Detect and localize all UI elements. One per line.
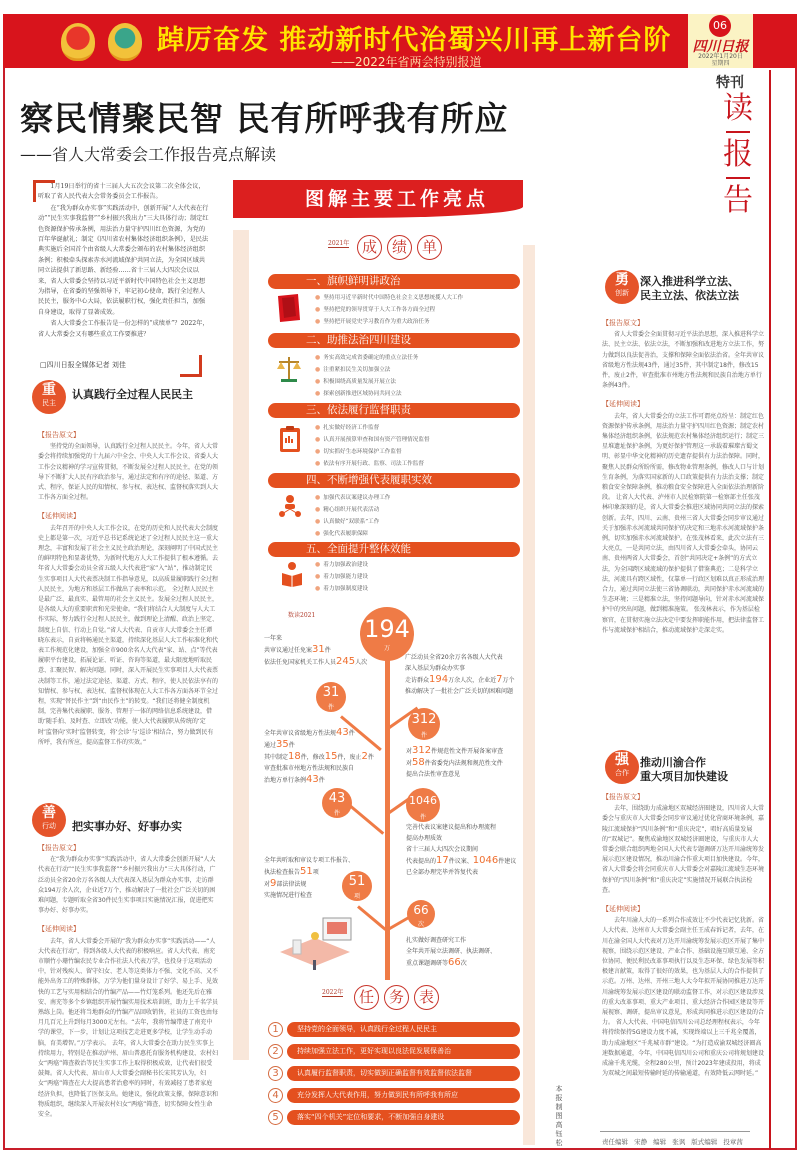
report-label: 【报告原文】 — [602, 319, 644, 327]
national-emblem-icon — [61, 23, 95, 61]
text-line: 次 — [460, 960, 467, 967]
achievement-group-title: 三、依法履行监督职责 — [268, 403, 520, 418]
title-line: 重大项目加快建设 — [640, 770, 728, 783]
year-tag: 2021年 — [328, 240, 350, 247]
byline: □四川日报全媒体记者 刘佳 — [40, 361, 126, 369]
section-body — [602, 792, 764, 1122]
section-seal — [605, 750, 639, 784]
figure-text-review — [406, 745, 503, 780]
seal-sub: 创新 — [615, 289, 629, 297]
banner — [3, 14, 797, 68]
achievement-items — [315, 559, 368, 595]
figure-node — [408, 708, 440, 740]
reader-icon — [280, 561, 304, 587]
achievements-title — [357, 235, 442, 260]
task-item — [268, 1022, 520, 1038]
vertical-section-title — [718, 90, 758, 220]
section-title: 认真践行全过程人民民主 — [72, 388, 193, 401]
text-line: 件省委党内法规和规范性文件 — [424, 760, 503, 767]
achievement-item: ● 注重紧扣民生关切加强立法 — [315, 364, 418, 376]
seal-sub: 行动 — [42, 822, 56, 830]
achievement-item: ● 认真做好“双联系”工作 — [315, 516, 390, 528]
report-text: 在“我为群众办实事”实践活动中，省人大常委会创新开展“人大代表在行动”“民生实事我监督”“乡村振兴我出力”三大具体行动，广泛动员全省20余万名各级人大代表深入基层为群众办实事，走访群众194万余人次，企业近7万个，推动解决了一批社会广泛关切的困难问题，专题听取全省30件民生实事项目实施情况汇报，促进把实事办好、好事办实。 — [38, 856, 216, 915]
tasks-title — [354, 985, 439, 1010]
intro-paragraph: 在“我为群众办实事”实践活动中，创新开展“人大代表在行动”“民生实事我监督”“乡村振兴我出力”三大具体行动；制定红色资源保护传承条例，用法治力量守护四川红色资源，为党的百年华诞献礼；制定《四川省农村集体经济组织条例》，是民法典实施后全国首个由省级人大常委会颁布的农村集体经济组织条例；积极牵头探索赤水河流域保护共同立法，为全国区域共同立法提供了新思路、新经验……省十三届人大四次会议以来，省人大常委会坚持以习近平新时代中国特色社会主义思想为指导，在省委的坚强领导下，牢记初心使命，践行全过程人民民主，服务中心大局，依法履职行权，强化责任担当，加强自身建设，取得了显著成效。 — [38, 204, 209, 316]
vertical-char: 告 — [723, 183, 753, 218]
red-flag-icon — [276, 292, 302, 324]
title-char: 务 — [384, 985, 409, 1010]
extend-label: 【延伸阅读】 — [602, 905, 644, 914]
text-line: 走访群众 — [405, 677, 430, 684]
highlight-number: 51 — [300, 866, 313, 877]
infographic-title: 图解主要工作亮点 — [305, 188, 490, 210]
extend-label: 【延伸阅读】 — [38, 512, 80, 521]
achievement-item: ● 积极围绕高质量发展开展立法 — [315, 376, 418, 388]
task-number: 5 — [268, 1110, 283, 1125]
report-label: 【报告原文】 — [38, 844, 80, 852]
figure-value: 1046 — [409, 794, 437, 807]
title-char: 成 — [357, 235, 382, 260]
figure-node — [316, 682, 346, 712]
achievement-group-title: 五、全面提升整体效能 — [268, 542, 520, 557]
figure-unit: 万 — [383, 645, 390, 652]
text-line: 重点课题调研等 — [406, 960, 449, 967]
extend-text: 去年川渝人大的一系列合作成效让不少代表记忆犹新。省人大代表、达州市人大常委会副主任王成春诉记者，去年，在川在渝全国人大代表对万达开川渝统筹发展示范区开展了集中视察，围绕示范区建设、产业合作、基础设施互联互通、全方位协同、便民利民改革事项执行以及生态环保、绿色发展等积极建言献策，取得了很好的效果，也为基层人大的合作提供了示范。万州、达州、开州三地人大今年拟开展协同推进万达开川渝统筹发展示范区建设的联动监督工作，对示范区建设涉及的重大改革事项、重大产业项目、重大经济合作园区建设等开展视察、调研，提出审议意见，形成共同推进示范区建设的合力。 省人大代表、中国电信四川公司总经理程权表示，今年将持续保持5G建设力度不减，实现终端以上三千兆全覆盖，助力成渝地区“千兆城市群”建设。“为打造成渝双城经济圈高速数据通道，今年，中国电信四川公司和重庆公司将规划建设成渝千兆光缆，全程280公里，预计2023年建成投用，将成为双城之间最短传输时延的传输通道，有效降低云网时延。” — [602, 917, 764, 1078]
page-headline: 察民情聚民智 民有所呼我有所应 — [20, 99, 509, 138]
text-line: 已全部办理完毕并答复代表 — [406, 869, 479, 876]
clipboard-chart-icon — [279, 425, 301, 453]
task-text: 持续加强立法工作，更好实现以良法促发展保善治 — [287, 1044, 520, 1059]
figure-unit: 件 — [419, 814, 426, 821]
achievement-items — [315, 492, 390, 540]
figure-unit: 项 — [353, 893, 360, 900]
figure-value: 31 — [322, 685, 340, 700]
figure-unit: 次 — [417, 921, 424, 928]
text-line: 其中制定 — [264, 754, 289, 761]
section-seal — [32, 803, 66, 837]
achievement-group-title: 一、旗帜鲜明讲政治 — [268, 274, 520, 289]
highlight-number: 194 — [429, 674, 449, 685]
text-line: 件，废止 — [337, 754, 362, 761]
text-line: 万个 — [502, 677, 515, 684]
banner-subtitle: ——2022年省两会特别报道 — [331, 55, 482, 69]
figure-unit: 件 — [327, 704, 334, 711]
achievement-item: ● 依法有序开展行政、监察、司法工作监督 — [315, 458, 430, 470]
text-line: 万余人次，企业近 — [448, 677, 497, 684]
figure-text-legislation — [264, 727, 374, 786]
achievement-item: ● 认真开展预算审查和国有资产管理情况监督 — [315, 434, 430, 446]
figure-text-research — [406, 935, 496, 969]
highlight-number: 1046 — [472, 855, 499, 866]
section-seal — [605, 270, 639, 304]
task-number: 1 — [268, 1022, 283, 1037]
text-line: 对 — [264, 881, 271, 888]
text-line: 全年共开展立法调研、执法调研、 — [406, 948, 497, 955]
text-line: 完善代表议案建议提出和办理流程 — [406, 824, 497, 831]
text-line: 部法律法规 — [276, 881, 307, 888]
task-number: 4 — [268, 1088, 283, 1103]
text-line: 件 — [348, 730, 355, 737]
title-char: 任 — [354, 985, 379, 1010]
text-line: 审查批准市州地方性法规和民族自 — [264, 765, 355, 772]
task-item — [268, 1044, 520, 1060]
text-line: 件建议 — [498, 858, 517, 865]
text-line: 人次 — [355, 659, 368, 666]
figure-unit: 件 — [420, 732, 427, 739]
task-text: 充分发挥人大代表作用，努力做到民有所呼我有所应 — [287, 1088, 520, 1103]
text-line: 对 — [406, 748, 413, 755]
article-intro — [30, 182, 210, 341]
title-line: 民主立法、依法立法 — [640, 289, 739, 302]
figure-unit: 件 — [333, 810, 340, 817]
figure-node — [322, 788, 352, 818]
figures-label: 数读2021 — [288, 612, 316, 619]
achievement-item: ● 加强代表议案建议办理工作 — [315, 492, 390, 504]
special-label: 特刊 — [716, 75, 744, 91]
achievement-item: ● 务实高效完成省委确定的重点立法任务 — [315, 352, 418, 364]
highlight-number: 245 — [336, 656, 356, 667]
figure-node — [406, 788, 440, 822]
achievement-items — [315, 292, 463, 328]
people-network-icon — [277, 494, 303, 520]
year-tag: 2022年 — [322, 989, 344, 996]
section-seal — [32, 380, 66, 414]
highlight-number: 9 — [270, 878, 277, 889]
text-line: 项 — [312, 869, 319, 876]
seal-sub: 合作 — [615, 769, 629, 777]
banner-title: 踔厉奋发 推动新时代治蜀兴川再上新台阶 — [157, 25, 672, 56]
task-item — [268, 1066, 520, 1082]
report-text: 省人大常委会全面贯彻习近平法治思想，深入推进科学立法、民主立法、依法立法，不断加强和改进地方立法工作，努力做到以良法促善治，支撑和保障全面依法治省。全年共审议省级地方性法规43件，通过35件，其中制定18件，修改15件，废止2件，审查批准市州地方性法规和民族自治地方单行条例43件。 — [602, 331, 764, 390]
achievement-item: ● 坚持把开展党史学习教育作为重大政治任务 — [315, 316, 463, 328]
highlight-number: 312 — [412, 745, 432, 756]
masthead — [688, 14, 753, 68]
figure-text-inspections — [264, 855, 354, 901]
text-line: 共审议通过任免案 — [264, 647, 313, 654]
text-line: 件 — [318, 777, 325, 784]
figure-text-proposals — [406, 822, 516, 878]
vertical-char: 读 — [723, 91, 753, 126]
text-line: 件 — [324, 647, 331, 654]
text-line: 深入基层为群众办实事 — [405, 665, 466, 672]
section-title — [640, 756, 728, 784]
extend-text: 去年召开的中央人大工作会议，在党的历史和人民代表大会制度史上都是第一次，习近平总书记系统论述了全过程人民民主这一重大理念，丰富和发展了社会主义民主政治理论，深刻阐明了中国式民主的鲜明特色和显著优势，为新时代地方人大工作提供了根本遵循。去年省人大常委会动员全省五级人大代表进“家”入“站”，推动制定民生实事项目人大代表票决制工作指导意见，以高质量履职践行全过程人民民主，为地方和基层工作做出了表率和示范。 全过程人民民主是最广泛、最真实、最管用的社会主义民主。发展全过程人民民主，是各级人大的重要职责和光荣使命。“我们将结合人大制度与人大工作实际，努力践行全过程人民民主，做到理论上清醒、政治上坚定、制度上自信、行动上自觉。”省人大代表、自贡市人大常委会主任谭晓东表示，自贡将畅通民主渠道，持续深化基层人大工作标准化和代表工作规范化建设，加强全市900余名人大代表“家、站、点”等代表履职平台建设，拓展论证、听证、咨询等渠道，最大限度地听取民意、汇聚民智、解决问题。同时，深入开展民生实事项目人大代表票决制等工作，通过法定途径、渠道、方式、程序，使人民依法享有的知情权、参与权、表达权、监督权体现在人大工作各方面各环节全过程，实现“替民作主”到“由民作主”的转变。“我们还将健全制度机制，完善集代表履职、服务、管理于一体的网络信息系统建设，借助‘随手拍、及时查、立即改’功能，使人大代表履职从传统的‘定时’监督向‘实时’监督转变，将‘会诊’与‘巡诊’相结合，努力做到民有所呼，我有所应，提高监督工作的实效。” — [38, 524, 218, 746]
seal-char: 重 — [42, 382, 56, 398]
title-char: 表 — [414, 985, 439, 1010]
editor-credits: 责任编辑 宋静 编辑 张讽 版式编辑 投章茜 — [602, 1138, 743, 1146]
task-item — [268, 1110, 520, 1126]
seal-char: 善 — [42, 805, 56, 821]
report-label: 【报告原文】 — [38, 431, 80, 439]
text-line: 提出合法性审查意见 — [406, 771, 461, 778]
report-label: 【报告原文】 — [602, 793, 644, 801]
report-text: 去年，围绕助力成渝地区双城经济圈建设，四川省人大常委会与重庆市人大常委会同步审议通过优化营商环境条例，嘉陵江流域保护“四川条例”和“重庆决定”，唱好高质量发展的“双城记”。聚焦成渝地区双城经济圈建设，与重庆市人大常委会联合组织两地全国人大代表专题调研万达开川渝统筹发展示范区建设情况，推动川渝合作重大项目加快建设。今年，省人大常委会将会同重庆市人大常委会对嘉陵江流域生态环境保护的“四川条例”和“重庆决定”实施情况开展联合执法检查。 — [602, 805, 764, 894]
scales-icon — [276, 355, 302, 383]
figure-text-mobilize — [405, 652, 525, 697]
section-body — [38, 843, 218, 1143]
figure-node — [407, 900, 435, 928]
text-line: 全年共审议省级地方性法规 — [264, 730, 337, 737]
achievement-items — [315, 422, 430, 470]
vertical-char: 报 — [723, 137, 753, 172]
paper-name: 四川日报 — [692, 39, 749, 55]
highlight-number: 66 — [448, 957, 461, 968]
extend-label: 【延伸阅读】 — [602, 400, 644, 409]
intro-paragraph: 省人大常委会工作报告是一份怎样的“成绩单”？2022年，省人大常委会又有哪些重点工作要推进？ — [38, 320, 209, 338]
text-line: 代表提出的 — [406, 858, 437, 865]
text-line: 提高办理质效 — [406, 835, 443, 842]
text-line: 全年共听取和审议专项工作报告、 — [264, 857, 355, 864]
text-line: 件 — [288, 742, 295, 749]
highlight-number: 18 — [288, 751, 301, 762]
achievement-items — [315, 352, 418, 400]
task-number: 2 — [268, 1044, 283, 1059]
text-line: 省十三届人大四次会议期间 — [406, 846, 479, 853]
title-line: 推动川渝合作 — [640, 756, 706, 769]
achievement-item: ● 强化代表履职保障 — [315, 528, 390, 540]
infographic-side-band — [233, 230, 249, 1060]
text-line: 扎实做好调查研究工作 — [406, 937, 467, 944]
highlight-number: 7 — [496, 674, 503, 685]
achievement-item: ● 着力加强能力建设 — [315, 571, 368, 583]
issue-date — [688, 53, 753, 67]
section-body — [38, 430, 218, 775]
task-item — [268, 1088, 520, 1104]
text-line: 一年来 — [264, 635, 283, 642]
task-text: 认真履行监督职责，切实做到正确监督有效监督依法监督 — [287, 1066, 520, 1081]
intro-paragraph: 1月19日举行的省十三届人大五次会议第二次全体会议，听取了省人民代表大会常务委员会工作报告。 — [38, 183, 205, 201]
graphic-credit: 本报制图高钰松 — [555, 1085, 563, 1147]
section-body — [602, 318, 764, 748]
figure-value: 51 — [348, 874, 366, 889]
extend-text: 去年，省人大常委会的立法工作可谓亮点纷呈：制定红色资源保护传承条例，用法治力量守护四川红色资源；制定农村集体经济组织条例，依法规范农村集体经济组织运行；制定三星堆遗址保护条例，为更好保护管理这一承载着璀璨古蜀文明、彰显中华文化精神的历史遗存提供有力法治保障。同时，聚焦人民群众所盼所需，修改物业管理条例，修改人口与计划生育条例，为落实国家新的人口政策提供有力法治支撑；制定粮食安全保障条例，推动粮食安全保障进入全面依法治理新阶段。 让省人大代表、泸州市人民检察院第一检察部主任张茂林印象深刻的是，省人大常委会推进区域协同共同立法的探索创新。去年，四川、云南、贵州三省人大常委会同步审议通过关于加强赤水河流域共同保护的决定和三地赤水河流域保护条例，切实加强赤水河流域保护。在张茂林看来，此次立法有三大亮点，一是共同立法，由四川省人大常委会牵头，协同云南、贵州两省人大常委会，首创“共同决定+条例”的方式立法，为全国跨区域流域的保护提供了借鉴典范；二是科学立法，河流具有跨区域性，仅靠单一行政区划难以真正形成治理合力，通过共同立法使三省协调联动，共同保护赤水河流域的生态环境；三是精准立法，坚持问题导向，针对赤水河流域保护中的突出问题，做到精准施策。 张茂林表示，作为基层检察官，在贯彻实施立法决定中要发挥职能作用，把法律监督工作与流域保护相结合，推动流域保护走深走实。 — [602, 412, 764, 634]
text-line: 治地方单行条例 — [264, 777, 307, 784]
seal-sub: 民主 — [42, 399, 56, 407]
text-line: 通过 — [264, 742, 277, 749]
achievement-item: ● 着力加强政治建设 — [315, 559, 368, 571]
achievement-item: ● 切实抓好生态环境保护工作监督 — [315, 446, 430, 458]
text-line: 件，修改 — [300, 754, 325, 761]
report-text: 坚持党的全面领导，认真践行全过程人民民主。今年，省人大常委会将持续加强党的十九届六中全会、中央人大工作会议、省委人大工作会议精神的学习宣传贯彻，不断发展全过程人民民主，在党的领导下不断扩大人民有序政治参与，通过法定和有序的途径、渠道、方式、程序，保证人民的知情权、参与权、表达权、监督权落实到人大工作各方面全过程。 — [38, 443, 218, 502]
extend-text: 去年，省人大常委会开展的“我为群众办实事”实践活动——“人大代表在行动”，得到各级人大代表的积极响应。省人大代表、南充市顺竹小珊竹编农民专业合作社法人代表万学，也投身于这项活动中，针对残疾人、留守妇女、老人等这类体力不强、文化不高、又不能外出务工的特殊群体，万学为他们量身设计了好学、易上手、见效快的工艺与实用相结合的竹编产品——竹灯笼系列。他还先后在雅安、南充等多个乡镇组织开展竹编实用技术培训班，助力上千名学员熟练上岗。他还将当地群众的竹编产品回收销售，社员的工资也由每月几百元上升到每月3000元左右。“去年，我将竹编带进了南充中学的课堂，下一步，计划让这项技艺走进更多学校，让学生动手动脑，育美增智。”万学表示。 去年，省人大常委会在助力民生实事上持续用力，特别是在推动泸州、眉山普惠托育服务机构建设、农村妇女“两癌”筛查救治等民生实事工作上取得积极成效，让代表们很受鼓舞。省人大代表、眉山市人大常委会副秘书长宋其芳认为，妇女“两癌”筛查在大大提高患者治愈率的同时，有效减轻了患者家庭经济负担，也降低了医保支出。她建议，强化政策支撑，保障意识和物质组织，继续深入开展农村妇女“两癌”筛查，切实保障女性生命安全。 — [38, 937, 218, 1119]
cppcc-emblem-icon — [108, 23, 142, 61]
highlight-number: 43 — [336, 727, 349, 738]
highlight-number: 43 — [306, 774, 319, 785]
achievement-group-title: 四、不断增强代表履职实效 — [268, 473, 520, 488]
figure-value: 194 — [364, 615, 410, 643]
title-line: 深入推进科学立法、 — [640, 275, 739, 288]
text-line: 件 — [367, 754, 374, 761]
achievement-item: ● 坚持用习近平新时代中国特色社会主义思想统揽人大工作 — [315, 292, 463, 304]
footer-divider — [600, 1131, 750, 1132]
figure-value: 66 — [413, 903, 429, 917]
date-text: 2022年1月20日 — [698, 53, 743, 60]
weekday-text: 星期四 — [711, 60, 730, 67]
achievement-item: ● 扎实做好经济工作监督 — [315, 422, 430, 434]
text-line: 执法检查报告 — [264, 869, 301, 876]
text-line: 实施情况进行检查 — [264, 892, 313, 899]
figure-value: 312 — [411, 712, 437, 727]
highlight-number: 2 — [361, 751, 368, 762]
seal-char: 强 — [615, 752, 629, 768]
text-line: 依法任免国家机关工作人员 — [264, 659, 337, 666]
right-divider — [769, 70, 771, 1150]
achievement-item: ● 着力加强制度建设 — [315, 583, 368, 595]
achievement-group-title: 二、助推法治四川建设 — [268, 333, 520, 348]
text-line: 对 — [406, 760, 413, 767]
achievement-item: ● 坚持把党的领导贯穿于人大工作各方面全过程 — [315, 304, 463, 316]
title-char: 绩 — [387, 235, 412, 260]
figure-value: 43 — [328, 791, 346, 806]
task-text: 落实“四个机关”定位和要求，不断加强自身建设 — [287, 1110, 520, 1125]
text-line: 推动解决了一批社会广泛关切的困难问题 — [405, 688, 514, 695]
text-line: 件规范性文件开展备案审查 — [431, 748, 504, 755]
highlight-number: 17 — [436, 855, 449, 866]
seal-char: 勇 — [615, 272, 629, 288]
extend-label: 【延伸阅读】 — [38, 925, 80, 934]
achievement-item: ● 探索创新推进区域协同共同立法 — [315, 388, 418, 400]
page-subheadline: ——省人大常委会工作报告亮点解读 — [20, 145, 277, 164]
text-line: 广泛动员全省20余万名各级人大代表 — [405, 654, 503, 661]
section-title — [640, 275, 739, 303]
page-number: 06 — [709, 15, 731, 37]
section-title: 把实事办好、好事办实 — [72, 820, 182, 833]
highlight-number: 31 — [312, 644, 325, 655]
highlight-number: 35 — [276, 739, 289, 750]
task-text: 坚持党的全面领导，认真践行全过程人民民主 — [287, 1022, 520, 1037]
highlight-number: 15 — [324, 751, 338, 762]
corner-decoration — [180, 355, 202, 377]
office-illustration-icon — [275, 910, 365, 975]
highlight-number: 58 — [412, 757, 425, 768]
task-number: 3 — [268, 1066, 283, 1081]
text-line: 件议案、 — [448, 858, 473, 865]
achievement-item: ● 精心组织开展代表活动 — [315, 504, 390, 516]
title-char: 单 — [417, 235, 442, 260]
figure-text-appointments — [264, 633, 367, 668]
